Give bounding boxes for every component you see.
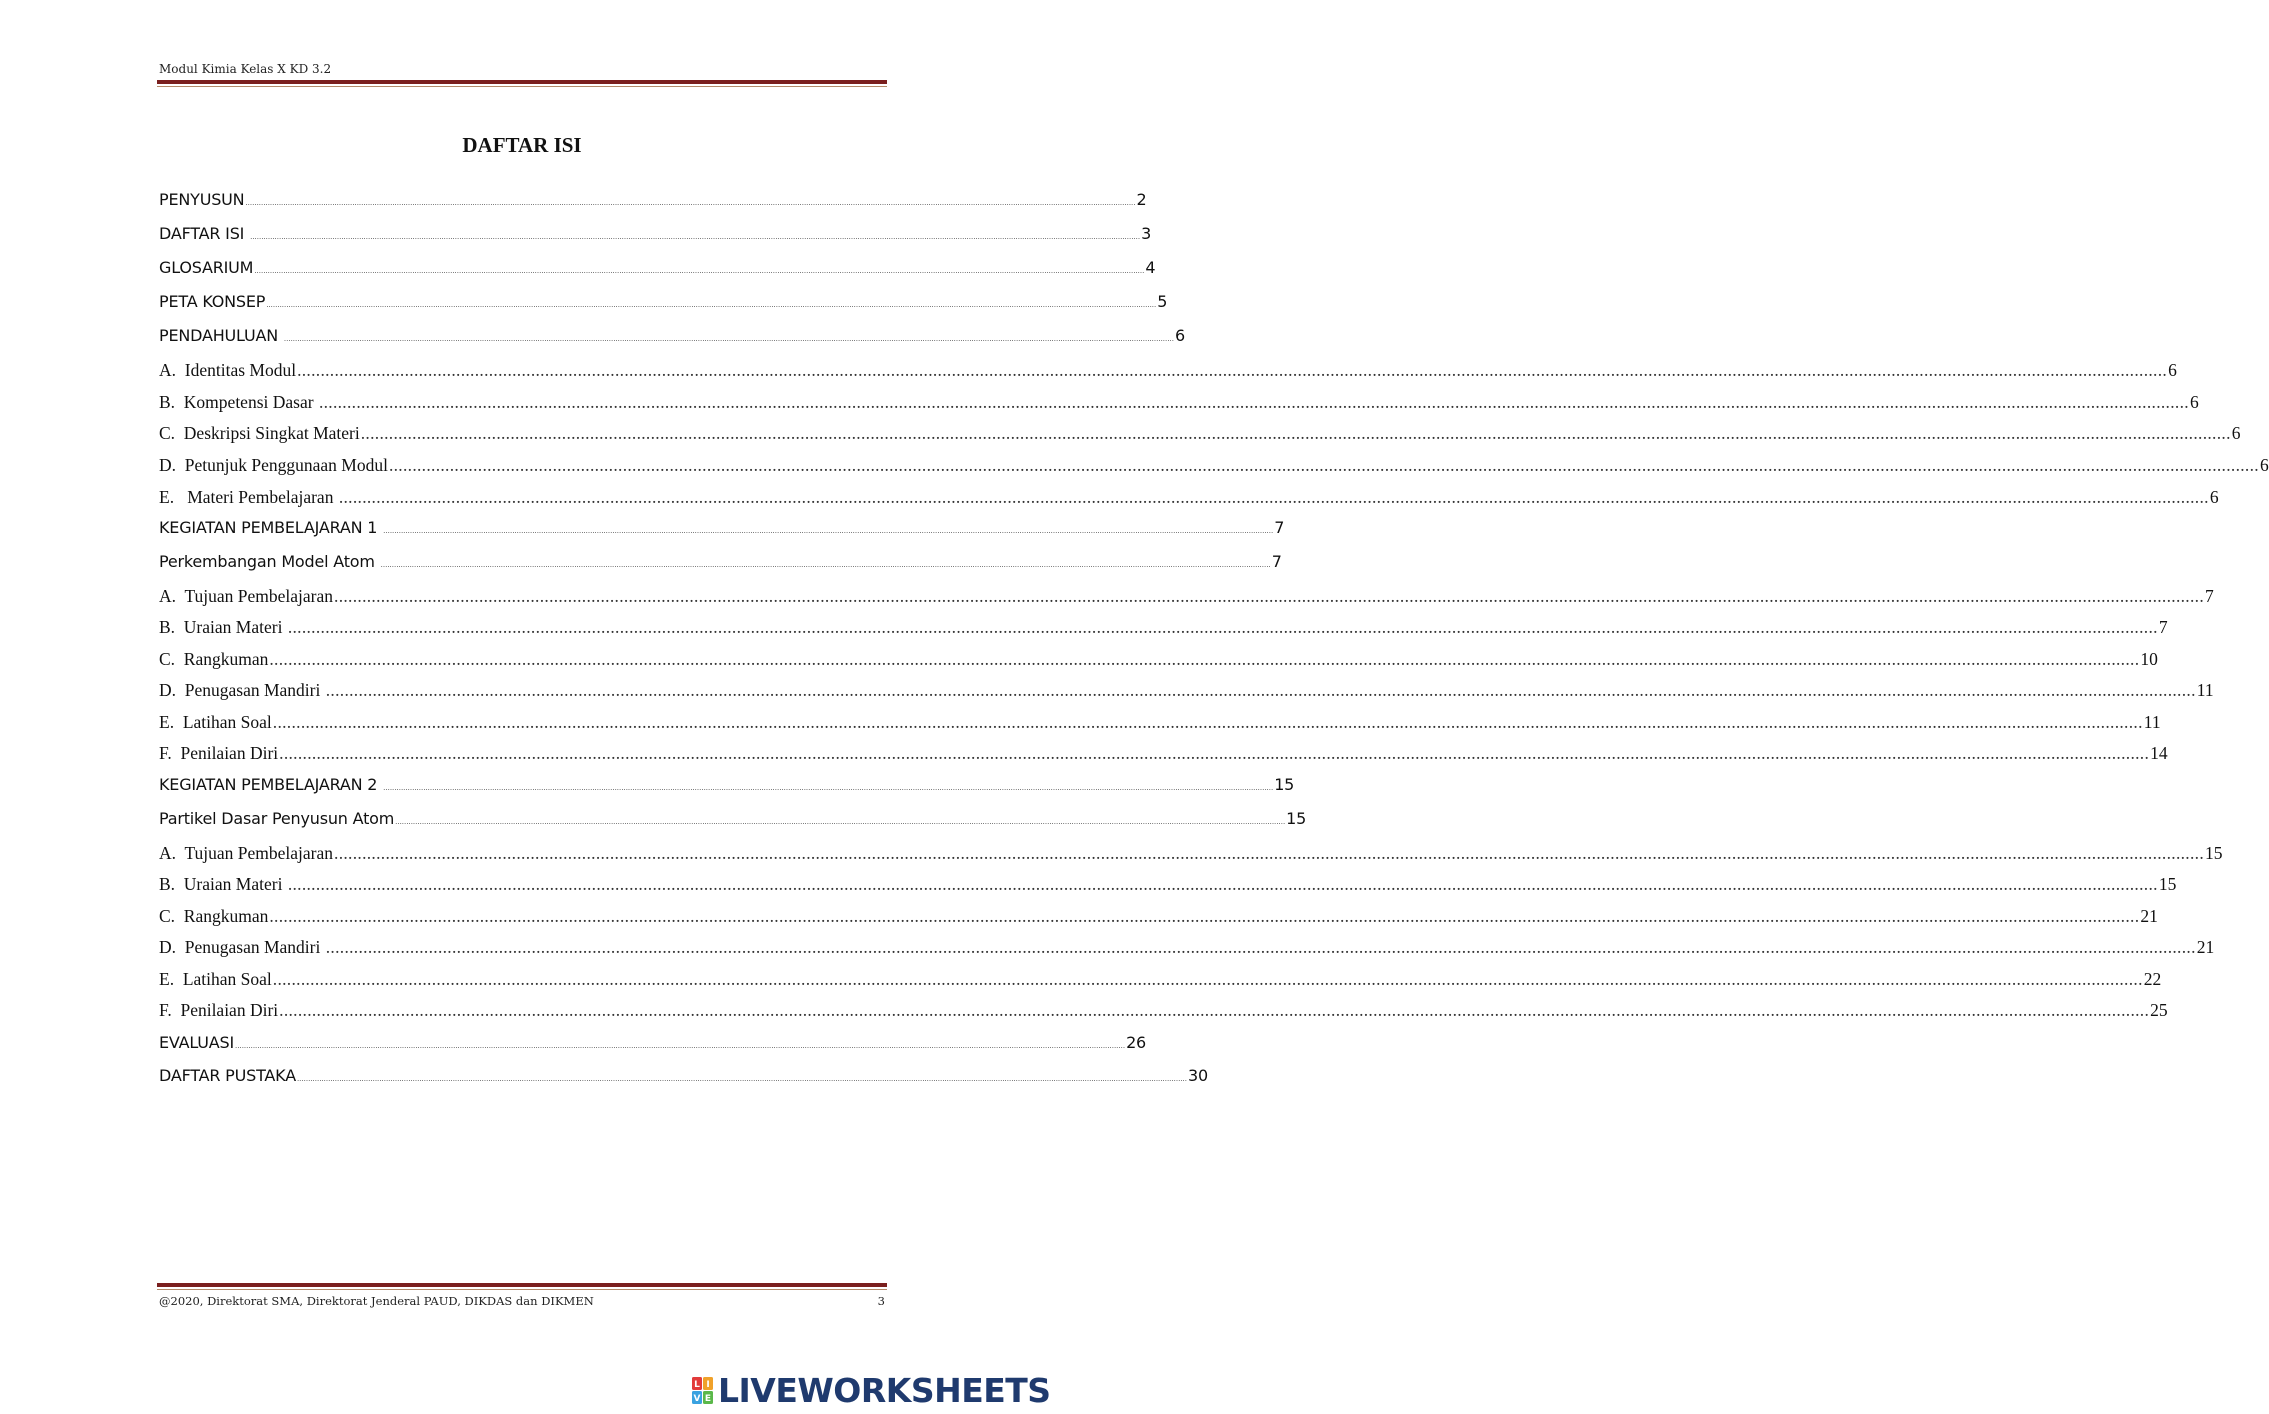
header-divider [157, 80, 887, 87]
toc-entry-label: C. Deskripsi Singkat Materi [159, 423, 360, 443]
page-footer [159, 1294, 885, 1308]
toc-entry-page: 6 [1174, 326, 1185, 345]
toc-entry-label: C. Rangkuman [159, 649, 269, 669]
toc-entry-page: 7 [2158, 617, 2168, 637]
toc-entry[interactable] [159, 518, 1285, 546]
toc-entry-label: DAFTAR PUSTAKA [159, 1066, 296, 1085]
toc-leader-dots: ................................................................................................................................................................................................................................................................................................................................................................................................................ [283, 335, 1174, 343]
toc-entry[interactable] [159, 680, 2214, 708]
toc-entry-page: 21 [2196, 937, 2215, 957]
toc-entry[interactable] [159, 1000, 2168, 1028]
toc-entry-page: 11 [2143, 712, 2161, 732]
toc-leader-dots: ................................................................................................................................................................................................................................................................................................................................................................................................................ [383, 784, 1274, 792]
toc-leader-dots: ................................................................................................................................................................................................................................................................................................................................................................................................................ [380, 561, 1271, 569]
toc-entry-label: PENYUSUN [159, 190, 245, 209]
toc-entry-label: GLOSARIUM [159, 258, 254, 277]
logo-letter-2: I [706, 1379, 710, 1390]
toc-entry[interactable] [159, 649, 2158, 677]
toc-entry-page: 3 [1141, 224, 1152, 243]
toc-entry[interactable] [159, 392, 2199, 420]
toc-entry-label: B. Kompetensi Dasar [159, 392, 318, 412]
toc-entry[interactable] [159, 292, 1168, 320]
toc-entry[interactable] [159, 258, 1156, 286]
toc-leader-dots: ................................................................................................................................................................................................................................................................................................................................................................................................................ [383, 527, 1274, 535]
toc-entry-page: 7 [1274, 518, 1285, 537]
toc-entry-page: 14 [2150, 743, 2168, 763]
toc-entry-label: D. Penugasan Mandiri [159, 937, 325, 957]
toc-entry-page: 2 [1136, 190, 1147, 209]
toc-entry[interactable] [159, 809, 1307, 837]
toc-entry-page: 15 [1274, 775, 1295, 794]
toc-entry-page: 6 [2259, 455, 2269, 475]
logo-letter-3: V [693, 1393, 701, 1404]
toc-leader-dots: ................................................................................................................................................................................................................................................................................................................................................................................................................ [318, 392, 2189, 412]
toc-entry-label: A. Identitas Modul [159, 360, 297, 380]
toc-leader-dots: ................................................................................................................................................................................................................................................................................................................................................................................................................ [272, 969, 2143, 989]
footer-divider [157, 1283, 887, 1290]
toc-entry-label: D. Penugasan Mandiri [159, 680, 325, 700]
toc-leader-dots: ................................................................................................................................................................................................................................................................................................................................................................................................................ [266, 301, 1157, 309]
toc-leader-dots: ................................................................................................................................................................................................................................................................................................................................................................................................................ [360, 423, 2231, 443]
toc-entry[interactable] [159, 906, 2158, 934]
toc-entry-label: A. Tujuan Pembelajaran [159, 586, 334, 606]
toc-leader-dots: ................................................................................................................................................................................................................................................................................................................................................................................................................ [269, 649, 2140, 669]
toc-entry-label: E. Materi Pembelajaran [159, 487, 338, 507]
toc-leader-dots: ................................................................................................................................................................................................................................................................................................................................................................................................................ [245, 199, 1136, 207]
toc-leader-dots: ................................................................................................................................................................................................................................................................................................................................................................................................................ [297, 360, 2168, 380]
toc-entry-label: B. Uraian Materi [159, 617, 287, 637]
toc-leader-dots: ................................................................................................................................................................................................................................................................................................................................................................................................................ [334, 843, 2205, 863]
toc-entry-page: 15 [2158, 874, 2177, 894]
footer-copyright: @2020, Direktorat SMA, Direktorat Jenderal PAUD, DIKDAS dan DIKMEN [159, 1294, 594, 1308]
toc-entry-label: DAFTAR ISI [159, 224, 250, 243]
toc-leader-dots: ................................................................................................................................................................................................................................................................................................................................................................................................................ [235, 1042, 1126, 1050]
toc-leader-dots: ................................................................................................................................................................................................................................................................................................................................................................................................................ [338, 487, 2209, 507]
toc-entry-label: EVALUASI [159, 1033, 235, 1052]
toc-entry-label: PETA KONSEP [159, 292, 266, 311]
toc-entry[interactable] [159, 224, 1152, 252]
toc-entry[interactable] [159, 712, 2161, 740]
liveworksheets-brand[interactable] [692, 1371, 1051, 1410]
toc-entry-label: Partikel Dasar Penyusun Atom [159, 809, 395, 828]
toc-entry-label: C. Rangkuman [159, 906, 269, 926]
toc-entry-page: 7 [2205, 586, 2214, 606]
toc-entry-label: PENDAHULUAN [159, 326, 283, 345]
toc-leader-dots: ................................................................................................................................................................................................................................................................................................................................................................................................................ [325, 680, 2196, 700]
toc-entry[interactable] [159, 552, 1282, 580]
toc-entry[interactable] [159, 487, 2219, 515]
toc-leader-dots: ................................................................................................................................................................................................................................................................................................................................................................................................................ [287, 617, 2158, 637]
toc-entry[interactable] [159, 743, 2168, 771]
toc-entry-page: 21 [2140, 906, 2158, 926]
toc-leader-dots: ................................................................................................................................................................................................................................................................................................................................................................................................................ [395, 818, 1286, 826]
liveworksheets-logo-icon [692, 1377, 714, 1405]
toc-entry-label: F. Penilaian Diri [159, 743, 279, 763]
toc-entry[interactable] [159, 586, 2214, 614]
toc-leader-dots: ................................................................................................................................................................................................................................................................................................................................................................................................................ [388, 455, 2259, 475]
toc-leader-dots: ................................................................................................................................................................................................................................................................................................................................................................................................................ [279, 1000, 2150, 1020]
toc-entry-label: F. Penilaian Diri [159, 1000, 279, 1020]
toc-entry-page: 6 [2168, 360, 2177, 380]
toc-entry-page: 6 [2209, 487, 2219, 507]
toc-entry[interactable] [159, 775, 1295, 803]
toc-entry[interactable] [159, 1066, 1208, 1094]
toc-entry-page: 5 [1157, 292, 1168, 311]
toc-entry[interactable] [159, 455, 2269, 483]
toc-entry-page: 22 [2143, 969, 2162, 989]
toc-leader-dots: ................................................................................................................................................................................................................................................................................................................................................................................................................ [250, 233, 1141, 241]
toc-entry[interactable] [159, 617, 2168, 645]
toc-entry-page: 15 [1286, 809, 1307, 828]
toc-entry-page: 11 [2196, 680, 2214, 700]
toc-entry-label: A. Tujuan Pembelajaran [159, 843, 334, 863]
footer-page-number: 3 [877, 1294, 885, 1308]
toc-entry[interactable] [159, 423, 2241, 451]
toc-entry-page: 4 [1145, 258, 1156, 277]
toc-entry-label: KEGIATAN PEMBELAJARAN 1 [159, 518, 383, 537]
toc-entry-page: 7 [1271, 552, 1282, 571]
toc-entry-label: KEGIATAN PEMBELAJARAN 2 [159, 775, 383, 794]
toc-leader-dots: ................................................................................................................................................................................................................................................................................................................................................................................................................ [269, 906, 2140, 926]
toc-entry-page: 26 [1126, 1033, 1147, 1052]
toc-entry-page: 30 [1187, 1066, 1208, 1085]
toc-leader-dots: ................................................................................................................................................................................................................................................................................................................................................................................................................ [296, 1075, 1187, 1083]
toc-entry-label: Perkembangan Model Atom [159, 552, 380, 571]
toc-entry[interactable] [159, 326, 1185, 354]
toc-entry-page: 6 [2231, 423, 2241, 443]
toc-entry-page: 6 [2189, 392, 2199, 412]
running-header: Modul Kimia Kelas X KD 3.2 [159, 62, 332, 76]
toc-entry[interactable] [159, 1033, 1147, 1061]
toc-entry-label: E. Latihan Soal [159, 969, 272, 989]
toc-entry-label: E. Latihan Soal [159, 712, 272, 732]
toc-entry[interactable] [159, 874, 2177, 902]
toc-entry-label: D. Petunjuk Penggunaan Modul [159, 455, 388, 475]
toc-entry[interactable] [159, 969, 2162, 997]
brand-name: LIVEWORKSHEETS [718, 1371, 1051, 1410]
toc-leader-dots: ................................................................................................................................................................................................................................................................................................................................................................................................................ [272, 712, 2143, 732]
toc-entry-label: B. Uraian Materi [159, 874, 287, 894]
toc-leader-dots: ................................................................................................................................................................................................................................................................................................................................................................................................................ [287, 874, 2158, 894]
toc-entry[interactable] [159, 937, 2215, 965]
toc-leader-dots: ................................................................................................................................................................................................................................................................................................................................................................................................................ [334, 586, 2205, 606]
toc-entry[interactable] [159, 190, 1147, 218]
toc-leader-dots: ................................................................................................................................................................................................................................................................................................................................................................................................................ [254, 267, 1145, 275]
page-title: DAFTAR ISI [462, 133, 582, 157]
toc-entry-page: 10 [2140, 649, 2158, 669]
logo-letter-4: E [704, 1393, 712, 1404]
toc-entry-page: 15 [2205, 843, 2223, 863]
toc-entry[interactable] [159, 843, 2223, 871]
toc-leader-dots: ................................................................................................................................................................................................................................................................................................................................................................................................................ [325, 937, 2196, 957]
toc-entry-page: 25 [2150, 1000, 2168, 1020]
toc-entry[interactable] [159, 360, 2177, 388]
logo-letter-1: L [694, 1379, 700, 1390]
toc-leader-dots: ................................................................................................................................................................................................................................................................................................................................................................................................................ [279, 743, 2150, 763]
